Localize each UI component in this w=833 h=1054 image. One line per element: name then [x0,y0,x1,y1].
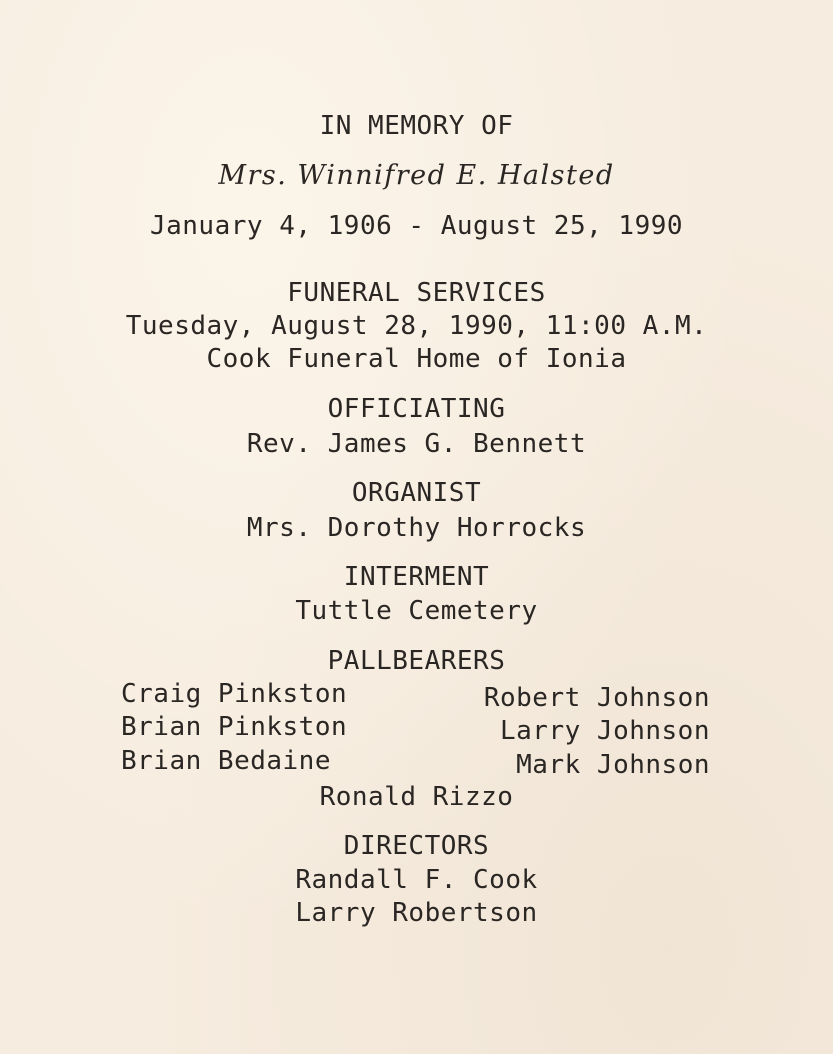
director-name: Randall F. Cook [295,865,538,895]
memory-heading: IN MEMORY OF [319,111,514,141]
officiating-name: Rev. James G. Bennett [246,429,587,459]
organist-heading: ORGANIST [351,478,482,508]
pallbearer-name: Brian Bedaine [121,746,331,776]
interment-heading: INTERMENT [343,562,490,592]
pallbearer-name: Larry Johnson [500,716,710,746]
pallbearer-name: Robert Johnson [483,683,710,713]
interment-place: Tuttle Cemetery [295,596,538,626]
director-name: Larry Robertson [295,898,538,928]
pallbearer-name: Mark Johnson [516,750,710,780]
officiating-heading: OFFICIATING [327,394,506,424]
deceased-name: Mrs. Winnifred E. Halsted [218,160,615,191]
pallbearers-heading: PALLBEARERS [327,646,506,676]
pallbearer-name: Ronald Rizzo [319,782,514,812]
services-datetime: Tuesday, August 28, 1990, 11:00 A.M. [125,311,708,341]
services-location: Cook Funeral Home of Ionia [206,344,627,374]
pallbearer-name: Craig Pinkston [121,679,348,709]
directors-heading: DIRECTORS [343,831,490,861]
pallbearer-name: Brian Pinkston [121,712,348,742]
life-dates: January 4, 1906 - August 25, 1990 [149,211,684,241]
services-heading: FUNERAL SERVICES [287,278,546,308]
organist-name: Mrs. Dorothy Horrocks [246,513,587,543]
